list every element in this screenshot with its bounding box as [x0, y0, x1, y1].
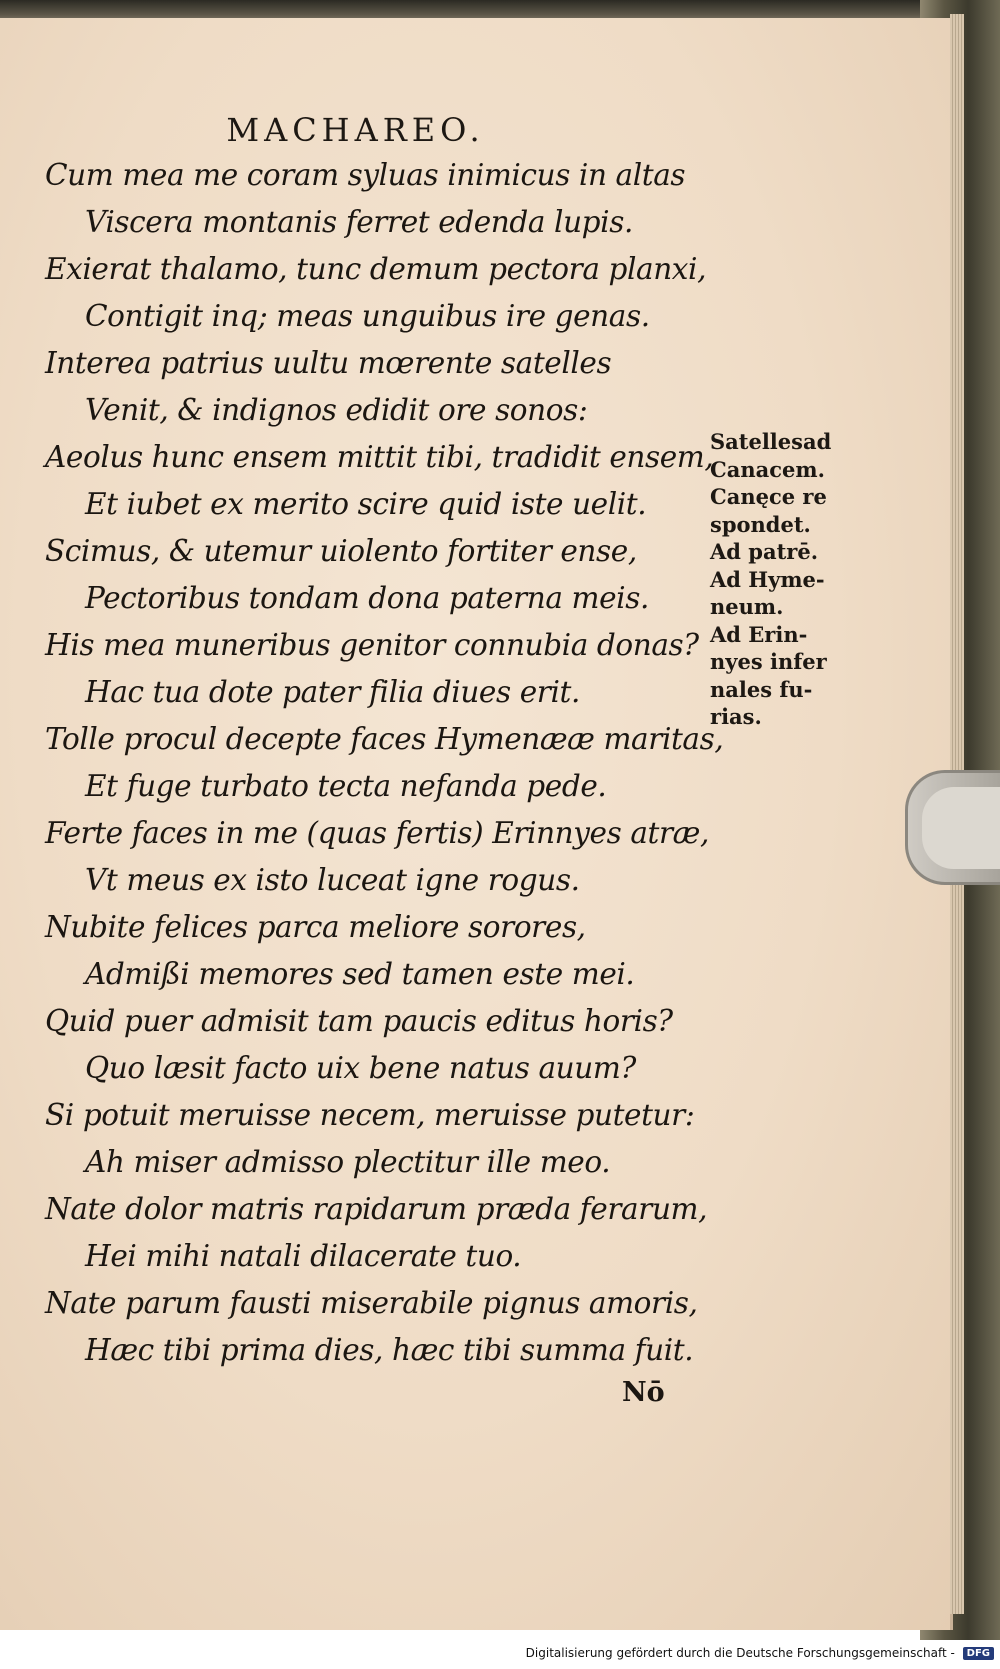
verse-line: Contigit inq; meas unguibus ire genas. — [85, 299, 650, 333]
verse-line: Nubite felices parca meliore sorores, — [45, 910, 586, 944]
verse-line: Hac tua dote pater filia diues erit. — [85, 675, 580, 709]
marginal-note-line: Canacem. — [710, 456, 825, 482]
dfg-logo: DFG — [963, 1647, 994, 1660]
verse-line: Ferte faces in me (quas fertis) Erinnyes atræ, — [45, 816, 709, 850]
verse-line: Pectoribus tondam dona paterna meis. — [85, 581, 649, 615]
marginal-note-line: neum. — [710, 594, 784, 619]
verse-line: Viscera montanis ferret edenda lupis. — [85, 205, 633, 239]
metal-clip — [905, 770, 1000, 885]
verse-text — [0, 152, 724, 1374]
verse-line: Admißi memores sed tamen este mei. — [85, 957, 635, 991]
verse-line: Venit, & indignos edidit ore sonos: — [85, 393, 588, 427]
verse-line: Tolle procul decepte faces Hymenææ maritas, — [45, 722, 724, 756]
verse-line: Nate dolor matris rapidarum præda ferarum, — [45, 1192, 708, 1226]
verse-line: Et iubet ex merito scire quid iste uelit. — [85, 487, 647, 521]
verse-line: Si potuit meruisse necem, meruisse putetur: — [45, 1098, 695, 1132]
marginal-note-line: Ad Erin- — [710, 621, 808, 647]
verse-line: Hei mihi natali dilacerate tuo. — [85, 1239, 522, 1273]
marginal-note-line: rias. — [710, 704, 762, 729]
marginal-notes — [710, 428, 870, 731]
credit-text: Digitalisierung gefördert durch die Deutsche Forschungsgemeinschaft - — [525, 1646, 955, 1660]
verse-line: Vt meus ex isto luceat igne rogus. — [85, 863, 580, 897]
marginal-note-line: Ad patrē. — [710, 539, 819, 564]
marginal-note-line: Ad Hyme- — [710, 566, 825, 592]
verse-line: Ah miser admisso plectitur ille meo. — [85, 1145, 611, 1179]
running-head: MACHAREO. — [226, 111, 485, 149]
verse-line: Aeolus hunc ensem mittit tibi, tradidit ensem, — [45, 440, 714, 474]
verse-line: Scimus, & utemur uiolento fortiter ense, — [45, 534, 637, 568]
marginal-note-line: nyes infer — [710, 649, 827, 674]
verse-line: Interea patrius uultu mœrente satelles — [45, 346, 612, 380]
marginal-note-line: Canęce re — [710, 484, 827, 509]
catchword: Nō — [622, 1377, 665, 1408]
verse-line: Hæc tibi prima dies, hæc tibi summa fuit. — [85, 1333, 694, 1367]
digitization-credit — [0, 1646, 994, 1660]
verse-line: Quid puer admisit tam paucis editus horis? — [45, 1004, 673, 1038]
marginal-note-line: nales fu- — [710, 676, 813, 702]
marginal-note-line: Satellesad — [710, 429, 832, 454]
marginal-note-line: spondet. — [710, 511, 811, 537]
verse-line: Exierat thalamo, tunc demum pectora planxi, — [45, 252, 707, 286]
verse-line: Cum mea me coram syluas inimicus in altas — [45, 158, 686, 192]
verse-line: Quo læsit facto uix bene natus auum? — [85, 1051, 636, 1085]
verse-line: Et fuge turbato tecta nefanda pede. — [85, 769, 607, 803]
verse-line: His mea muneribus genitor connubia donas? — [45, 628, 699, 662]
verse-line: Nate parum fausti miserabile pignus amoris, — [45, 1286, 698, 1320]
